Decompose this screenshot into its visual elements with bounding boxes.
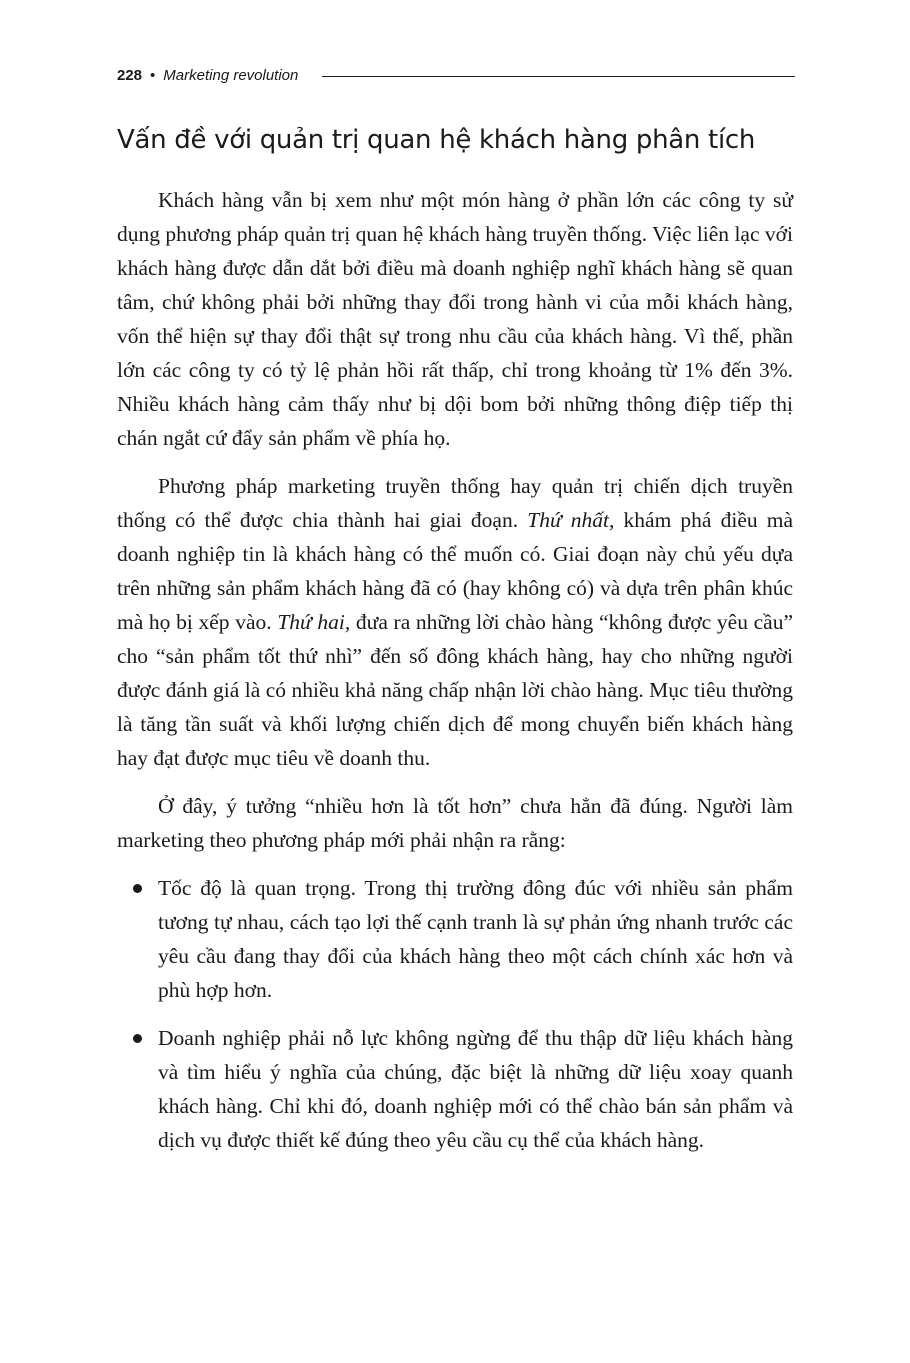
list-item [117,1021,793,1157]
body-text [117,183,793,1171]
paragraph-1: Khách hàng vẫn bị xem như một món hàng ở phần lớn các công ty sử dụng phương pháp quản trị quan hệ khách hàng truyền thống. Việc liên lạc với khách hàng được dẫn dắt bởi điều mà doanh nghiệp nghĩ khách hàng sẽ quan tâm, chứ không phải bởi những thay đổi trong hành vi của mỗi khách hàng, vốn thể hiện sự thay đổi thật sự trong nhu cầu của khách hàng. Vì thế, phần lớn các công ty có tỷ lệ phản hồi rất thấp, chỉ trong khoảng từ 1% đến 3%. Nhiều khách hàng cảm thấy như bị dội bom bởi những thông điệp tiếp thị chán ngắt cứ đẩy sản phẩm về phía họ. [117,188,793,450]
paragraph-2 [117,469,793,775]
book-title: Marketing revolution [163,66,299,84]
paragraph-2-text-b: khám phá điều mà doanh nghiệp tin là khách hàng có thể muốn có. Giai đoạn này chủ yếu dựa trên những sản phẩm khách hàng đã có (hay không có) và dựa trên phân khúc mà họ bị xếp vào. [117,508,793,634]
bullet-text: Doanh nghiệp phải nỗ lực không ngừng để thu thập dữ liệu khách hàng và tìm hiểu ý nghĩa của chúng, đặc biệt là những dữ liệu xoay quanh khách hàng. Chỉ khi đó, doanh nghiệp mới có thể chào bán sản phẩm và dịch vụ được thiết kế đúng theo yêu cầu cụ thể của khách hàng. [158,1026,793,1152]
paragraph-2-emphasis-second: Thứ hai, [277,610,351,634]
page-number: 228 [117,66,143,84]
paragraph-2-text-a: Phương pháp marketing truyền thống hay quản trị chiến dịch truyền thống có thể được chia thành hai giai đoạn. [117,474,793,532]
paragraph-2-emphasis-first: Thứ nhất, [527,508,615,532]
bullet-list [117,871,793,1157]
running-header [117,63,795,87]
section-title: Vấn đề với quản trị quan hệ khách hàng phân tích [117,125,756,155]
bullet-dot-icon [133,1034,142,1043]
header-rule [322,76,795,77]
list-item [117,871,793,1007]
paragraph-2-text-c: đưa ra những lời chào hàng “không được yêu cầu” cho “sản phẩm tốt thứ nhì” đến số đông khách hàng, hay cho những người được đánh giá là có nhiều khả năng chấp nhận lời chào hàng. Mục tiêu thường là tăng tần suất và khối lượng chiến dịch để mong chuyển biến khách hàng hay đạt được mục tiêu về doanh thu. [117,610,793,770]
paragraph-3: Ở đây, ý tưởng “nhiều hơn là tốt hơn” chưa hẳn đã đúng. Người làm marketing theo phương pháp mới phải nhận ra rằng: [117,794,793,852]
bullet-dot-icon [133,884,142,893]
header-separator: • [150,66,156,84]
bullet-text: Tốc độ là quan trọng. Trong thị trường đông đúc với nhiều sản phẩm tương tự nhau, cách tạo lợi thế cạnh tranh là sự phản ứng nhanh trước các yêu cầu đang thay đổi của khách hàng theo một cách chính xác hơn và phù hợp hơn. [158,876,793,1002]
